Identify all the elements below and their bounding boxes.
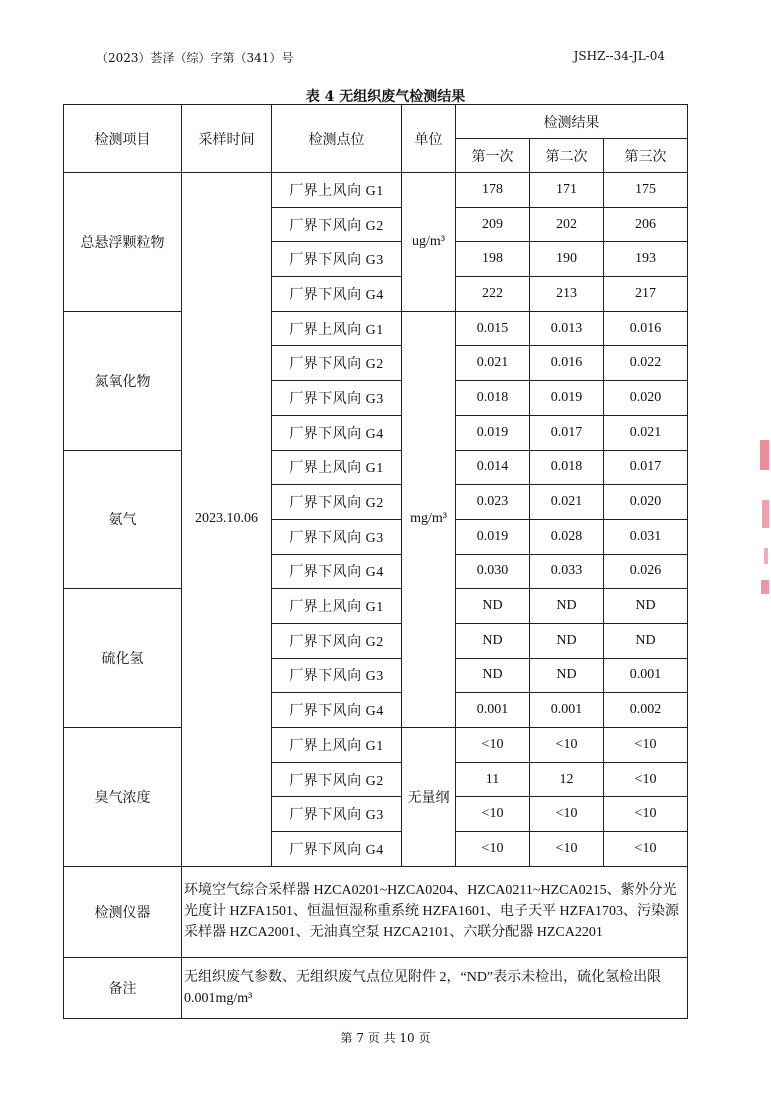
result-second: 171: [530, 173, 604, 208]
table-row: [64, 728, 688, 763]
col-header-time: 采样时间: [182, 105, 272, 173]
monitoring-point: 厂界上风向 G1: [272, 173, 402, 208]
unit-cell: ug/m³: [402, 173, 456, 312]
result-third: <10: [604, 728, 688, 763]
monitoring-point: 厂界下风向 G3: [272, 242, 402, 277]
result-second: <10: [530, 832, 604, 867]
document-code: JSHZ--34-JL-04: [573, 49, 665, 63]
monitoring-point: 厂界下风向 G2: [272, 207, 402, 242]
pollutant-name: 氨气: [64, 450, 182, 589]
red-seal-stamp-fragment: [754, 430, 771, 610]
result-first: 0.021: [456, 346, 530, 381]
pollutant-name: 总悬浮颗粒物: [64, 173, 182, 312]
monitoring-point: 厂界下风向 G3: [272, 381, 402, 416]
col-header-item: 检测项目: [64, 105, 182, 173]
result-third: 0.021: [604, 415, 688, 450]
monitoring-point: 厂界下风向 G2: [272, 485, 402, 520]
monitoring-point: 厂界上风向 G1: [272, 728, 402, 763]
result-second: 0.013: [530, 311, 604, 346]
monitoring-point: 厂界下风向 G2: [272, 623, 402, 658]
result-first: ND: [456, 589, 530, 624]
result-first: 0.015: [456, 311, 530, 346]
result-third: 206: [604, 207, 688, 242]
col-header-result: 检测结果: [456, 105, 688, 139]
sample-date: 2023.10.06: [182, 173, 272, 867]
result-third: 0.026: [604, 554, 688, 589]
result-first: ND: [456, 658, 530, 693]
report-number: （2023）荟泽（综）字第（341）号: [96, 51, 294, 65]
result-first: 0.019: [456, 415, 530, 450]
monitoring-point: 厂界上风向 G1: [272, 311, 402, 346]
monitoring-point: 厂界下风向 G4: [272, 693, 402, 728]
result-second: ND: [530, 658, 604, 693]
result-first: 11: [456, 762, 530, 797]
page-footer: 第 7 页 共 10 页: [340, 1031, 431, 1045]
monitoring-point: 厂界下风向 G2: [272, 762, 402, 797]
unit-cell: 无量纲: [402, 728, 456, 867]
result-third: 0.001: [604, 658, 688, 693]
monitoring-point: 厂界上风向 G1: [272, 450, 402, 485]
instruments-label: 检测仪器: [64, 866, 182, 957]
result-second: 0.018: [530, 450, 604, 485]
result-first: 0.030: [456, 554, 530, 589]
result-second: 213: [530, 277, 604, 312]
result-first: 0.014: [456, 450, 530, 485]
result-third: 0.020: [604, 381, 688, 416]
result-first: 0.018: [456, 381, 530, 416]
remarks-text: 无组织废气参数、无组织废气点位见附件 2，“ND”表示未检出，硫化氢检出限 0.001mg/m³: [182, 957, 688, 1018]
result-third: ND: [604, 589, 688, 624]
unit-cell: mg/m³: [402, 311, 456, 727]
result-second: 190: [530, 242, 604, 277]
result-second: 202: [530, 207, 604, 242]
result-second: ND: [530, 589, 604, 624]
pollutant-name: 氮氧化物: [64, 311, 182, 450]
result-third: 0.016: [604, 311, 688, 346]
result-third: 193: [604, 242, 688, 277]
monitoring-point: 厂界下风向 G3: [272, 658, 402, 693]
result-first: 0.023: [456, 485, 530, 520]
table-row: [64, 589, 688, 624]
results-table: [63, 104, 688, 1019]
instruments-text: 环境空气综合采样器 HZCA0201~HZCA0204、HZCA0211~HZCA0215、紫外分光光度计 HZFA1501、恒温恒湿称重系统 HZFA1601、电子天平 HZFA1703、污染源采样器 HZCA2001、无油真空泵 HZCA2101、六联分配器 HZCA2201: [182, 866, 688, 957]
result-first: 209: [456, 207, 530, 242]
monitoring-point: 厂界下风向 G3: [272, 797, 402, 832]
monitoring-point: 厂界下风向 G3: [272, 519, 402, 554]
monitoring-point: 厂界下风向 G4: [272, 832, 402, 867]
result-second: <10: [530, 797, 604, 832]
result-third: <10: [604, 832, 688, 867]
result-first: 0.001: [456, 693, 530, 728]
monitoring-point: 厂界下风向 G4: [272, 554, 402, 589]
result-third: 217: [604, 277, 688, 312]
result-first: <10: [456, 832, 530, 867]
table-title: 表 4 无组织废气检测结果: [305, 89, 466, 105]
result-second: 12: [530, 762, 604, 797]
monitoring-point: 厂界下风向 G2: [272, 346, 402, 381]
result-second: 0.028: [530, 519, 604, 554]
result-third: 175: [604, 173, 688, 208]
result-third: 0.022: [604, 346, 688, 381]
result-first: <10: [456, 728, 530, 763]
monitoring-point: 厂界下风向 G4: [272, 415, 402, 450]
result-first: 178: [456, 173, 530, 208]
result-second: 0.033: [530, 554, 604, 589]
result-first: 198: [456, 242, 530, 277]
result-third: ND: [604, 623, 688, 658]
col-header-third: 第三次: [604, 139, 688, 173]
result-second: 0.016: [530, 346, 604, 381]
result-third: 0.002: [604, 693, 688, 728]
col-header-unit: 单位: [402, 105, 456, 173]
pollutant-name: 硫化氢: [64, 589, 182, 728]
result-third: 0.031: [604, 519, 688, 554]
remarks-label: 备注: [64, 957, 182, 1018]
table-row: [64, 450, 688, 485]
result-second: 0.021: [530, 485, 604, 520]
result-second: 0.001: [530, 693, 604, 728]
table-row: [64, 173, 688, 208]
result-second: 0.017: [530, 415, 604, 450]
result-second: 0.019: [530, 381, 604, 416]
result-second: ND: [530, 623, 604, 658]
table-row: [64, 311, 688, 346]
col-header-point: 检测点位: [272, 105, 402, 173]
result-third: <10: [604, 797, 688, 832]
result-first: 222: [456, 277, 530, 312]
result-second: <10: [530, 728, 604, 763]
result-first: <10: [456, 797, 530, 832]
result-third: 0.017: [604, 450, 688, 485]
result-third: 0.020: [604, 485, 688, 520]
result-first: 0.019: [456, 519, 530, 554]
pollutant-name: 臭气浓度: [64, 728, 182, 867]
col-header-first: 第一次: [456, 139, 530, 173]
result-third: <10: [604, 762, 688, 797]
monitoring-point: 厂界上风向 G1: [272, 589, 402, 624]
monitoring-point: 厂界下风向 G4: [272, 277, 402, 312]
col-header-second: 第二次: [530, 139, 604, 173]
result-first: ND: [456, 623, 530, 658]
